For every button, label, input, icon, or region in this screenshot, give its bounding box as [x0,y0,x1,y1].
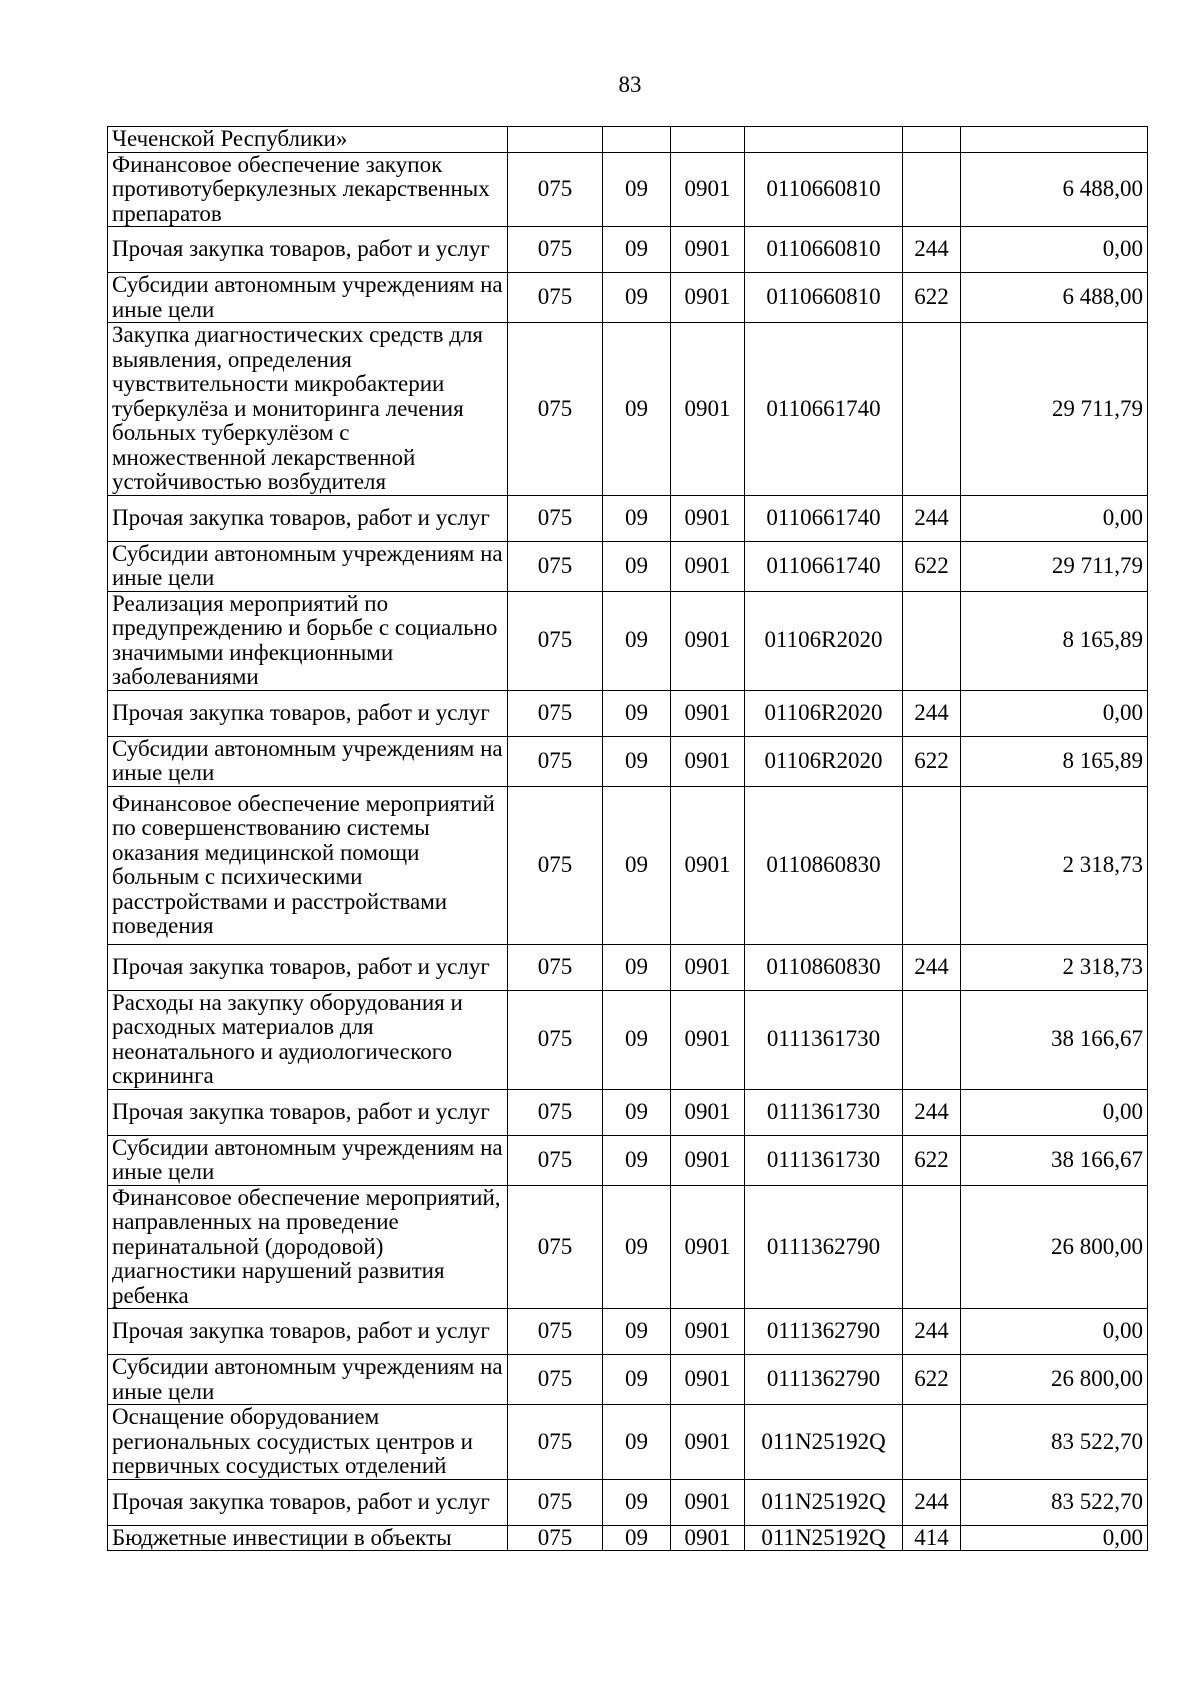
row-name: Финансовое обеспечение закупок противотуберкулезных лекарственных препаратов [108,152,508,227]
row-name: Чеченской Республики» [108,127,508,153]
target-article-code: 0110860830 [745,944,903,990]
expense-type-code: 244 [903,1309,961,1355]
dept-code: 075 [508,1089,603,1135]
amount: 38 166,67 [961,1135,1148,1185]
dept-code: 075 [508,990,603,1089]
amount: 26 800,00 [961,1355,1148,1405]
table-row [108,944,1148,990]
table-body [108,127,1148,1551]
table-row [108,990,1148,1089]
expense-type-code: 244 [903,690,961,736]
expense-type-code [903,323,961,496]
row-name: Субсидии автономным учреждениям на иные цели [108,1355,508,1405]
table-row [108,1479,1148,1525]
amount: 2 318,73 [961,786,1148,944]
target-article-code: 011N25192Q [745,1405,903,1480]
expense-type-code [903,990,961,1089]
table-row [108,1405,1148,1480]
dept-code: 075 [508,323,603,496]
amount [961,127,1148,153]
section-code: 09 [603,690,671,736]
section-code: 09 [603,736,671,786]
target-article-code: 0110660810 [745,273,903,323]
amount: 0,00 [961,690,1148,736]
subsection-code: 0901 [671,495,745,541]
target-article-code: 01106R2020 [745,736,903,786]
amount: 0,00 [961,1089,1148,1135]
dept-code: 075 [508,152,603,227]
table-row [108,1525,1148,1551]
subsection-code: 0901 [671,990,745,1089]
target-article-code: 0111362790 [745,1309,903,1355]
page-number: 83 [618,72,642,97]
row-name: Прочая закупка товаров, работ и услуг [108,495,508,541]
amount: 26 800,00 [961,1185,1148,1309]
row-name: Закупка диагностических средств для выявления, определения чувствительности микробактерии туберкулёза и мониторинга лечения больных туберкулёзом с множественной лекарственной устойчивостью возбудителя [108,323,508,496]
table-row [108,1089,1148,1135]
target-article-code: 0110660810 [745,227,903,273]
row-name: Прочая закупка товаров, работ и услуг [108,944,508,990]
expense-type-code: 622 [903,736,961,786]
expense-type-code [903,127,961,153]
subsection-code: 0901 [671,1185,745,1309]
amount: 29 711,79 [961,541,1148,591]
dept-code: 075 [508,1309,603,1355]
subsection-code: 0901 [671,273,745,323]
row-name: Финансовое обеспечение мероприятий, направленных на проведение перинатальной (дородовой) диагностики нарушений развития ребенка [108,1185,508,1309]
table-row [108,127,1148,153]
row-name: Финансовое обеспечение мероприятий по совершенствованию системы оказания медицинской помощи больным с психическими расстройствами и расстройствами поведения [108,786,508,944]
row-name: Прочая закупка товаров, работ и услуг [108,690,508,736]
table-row [108,541,1148,591]
target-article-code: 01106R2020 [745,690,903,736]
row-name: Прочая закупка товаров, работ и услуг [108,227,508,273]
section-code: 09 [603,1355,671,1405]
target-article-code: 0110660810 [745,152,903,227]
target-article-code: 0110860830 [745,786,903,944]
table-row [108,1185,1148,1309]
table-row [108,495,1148,541]
target-article-code: 0111362790 [745,1355,903,1405]
section-code: 09 [603,786,671,944]
amount: 0,00 [961,227,1148,273]
target-article-code: 0111361730 [745,1135,903,1185]
target-article-code: 0111362790 [745,1185,903,1309]
row-name: Реализация мероприятий по предупреждению и борьбе с социально значимыми инфекционными заболеваниями [108,591,508,690]
section-code: 09 [603,944,671,990]
amount: 8 165,89 [961,736,1148,786]
subsection-code: 0901 [671,323,745,496]
subsection-code [671,127,745,153]
section-code: 09 [603,541,671,591]
expense-type-code: 622 [903,273,961,323]
dept-code: 075 [508,591,603,690]
subsection-code: 0901 [671,690,745,736]
target-article-code [745,127,903,153]
section-code: 09 [603,591,671,690]
subsection-code: 0901 [671,1309,745,1355]
section-code: 09 [603,990,671,1089]
amount: 0,00 [961,495,1148,541]
dept-code: 075 [508,1525,603,1551]
section-code: 09 [603,1309,671,1355]
dept-code [508,127,603,153]
section-code: 09 [603,273,671,323]
amount: 83 522,70 [961,1405,1148,1480]
target-article-code: 01106R2020 [745,591,903,690]
row-name: Субсидии автономным учреждениям на иные цели [108,541,508,591]
expense-type-code: 244 [903,944,961,990]
amount: 6 488,00 [961,273,1148,323]
dept-code: 075 [508,1479,603,1525]
subsection-code: 0901 [671,227,745,273]
section-code: 09 [603,323,671,496]
subsection-code: 0901 [671,541,745,591]
amount: 83 522,70 [961,1479,1148,1525]
row-name: Оснащение оборудованием региональных сосудистых центров и первичных сосудистых отделений [108,1405,508,1480]
table-row [108,152,1148,227]
target-article-code: 0111361730 [745,1089,903,1135]
section-code: 09 [603,1185,671,1309]
amount: 6 488,00 [961,152,1148,227]
section-code: 09 [603,1479,671,1525]
row-name: Прочая закупка товаров, работ и услуг [108,1479,508,1525]
table-row [108,1135,1148,1185]
table-row [108,1355,1148,1405]
row-name: Бюджетные инвестиции в объекты [108,1525,508,1551]
subsection-code: 0901 [671,152,745,227]
expense-type-code: 622 [903,541,961,591]
amount: 2 318,73 [961,944,1148,990]
dept-code: 075 [508,786,603,944]
dept-code: 075 [508,495,603,541]
row-name: Субсидии автономным учреждениям на иные цели [108,736,508,786]
expense-type-code: 244 [903,227,961,273]
section-code: 09 [603,495,671,541]
target-article-code: 0111361730 [745,990,903,1089]
table-row [108,227,1148,273]
subsection-code: 0901 [671,786,745,944]
amount: 0,00 [961,1309,1148,1355]
dept-code: 075 [508,227,603,273]
subsection-code: 0901 [671,736,745,786]
subsection-code: 0901 [671,591,745,690]
section-code: 09 [603,1089,671,1135]
target-article-code: 0110661740 [745,323,903,496]
subsection-code: 0901 [671,1135,745,1185]
section-code: 09 [603,1135,671,1185]
target-article-code: 011N25192Q [745,1525,903,1551]
dept-code: 075 [508,1135,603,1185]
expense-type-code: 414 [903,1525,961,1551]
section-code [603,127,671,153]
row-name: Субсидии автономным учреждениям на иные цели [108,1135,508,1185]
table-row [108,591,1148,690]
dept-code: 075 [508,1355,603,1405]
section-code: 09 [603,227,671,273]
expense-type-code [903,1405,961,1480]
row-name: Субсидии автономным учреждениям на иные цели [108,273,508,323]
expense-type-code: 622 [903,1355,961,1405]
dept-code: 075 [508,1185,603,1309]
row-name: Прочая закупка товаров, работ и услуг [108,1309,508,1355]
expense-type-code: 622 [903,1135,961,1185]
amount: 0,00 [961,1525,1148,1551]
dept-code: 075 [508,541,603,591]
section-code: 09 [603,1525,671,1551]
subsection-code: 0901 [671,1355,745,1405]
expense-type-code: 244 [903,1089,961,1135]
table-row [108,273,1148,323]
row-name: Расходы на закупку оборудования и расходных материалов для неонатального и аудиологического скрининга [108,990,508,1089]
table-row [108,690,1148,736]
expense-type-code [903,1185,961,1309]
dept-code: 075 [508,690,603,736]
table-row [108,323,1148,496]
table-row [108,786,1148,944]
subsection-code: 0901 [671,1479,745,1525]
section-code: 09 [603,152,671,227]
dept-code: 075 [508,736,603,786]
amount: 29 711,79 [961,323,1148,496]
subsection-code: 0901 [671,1089,745,1135]
expense-type-code [903,152,961,227]
dept-code: 075 [508,944,603,990]
amount: 38 166,67 [961,990,1148,1089]
expense-type-code [903,591,961,690]
table-row [108,736,1148,786]
dept-code: 075 [508,1405,603,1480]
row-name: Прочая закупка товаров, работ и услуг [108,1089,508,1135]
amount: 8 165,89 [961,591,1148,690]
expense-type-code: 244 [903,1479,961,1525]
subsection-code: 0901 [671,1525,745,1551]
target-article-code: 011N25192Q [745,1479,903,1525]
subsection-code: 0901 [671,1405,745,1480]
expense-type-code: 244 [903,495,961,541]
target-article-code: 0110661740 [745,495,903,541]
subsection-code: 0901 [671,944,745,990]
expense-type-code [903,786,961,944]
section-code: 09 [603,1405,671,1480]
target-article-code: 0110661740 [745,541,903,591]
dept-code: 075 [508,273,603,323]
budget-table [107,126,1148,1551]
table-row [108,1309,1148,1355]
